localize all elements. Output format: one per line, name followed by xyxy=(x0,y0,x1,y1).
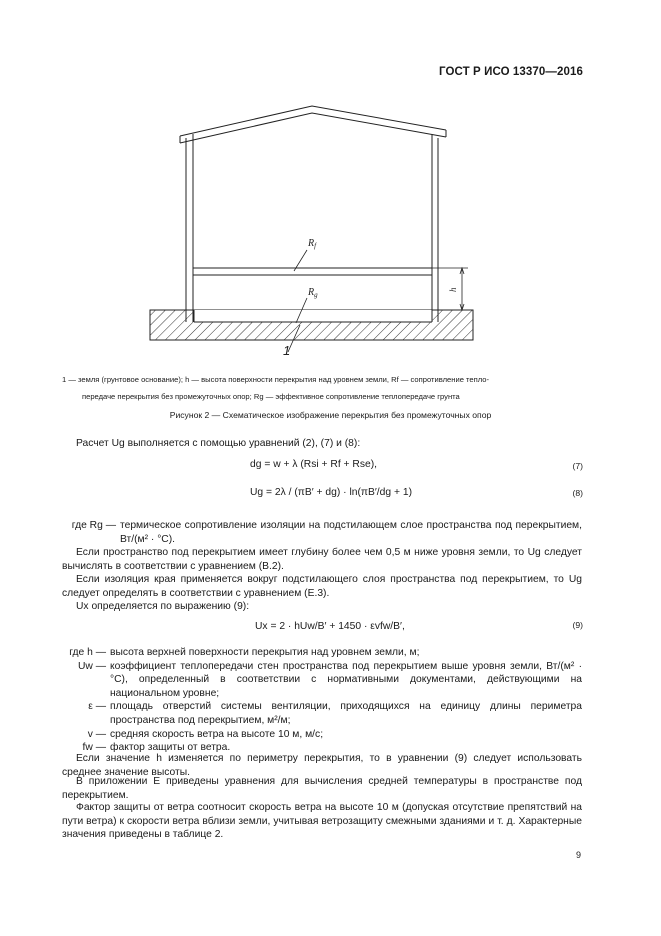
ground-number-label: 1 xyxy=(283,343,291,358)
definition-term: ε — xyxy=(88,701,106,713)
figure-legend xyxy=(62,371,602,405)
definitions-list xyxy=(62,646,582,755)
roof xyxy=(180,106,446,143)
equation-7: dg = w + λ (Rsi + Rf + Rse), xyxy=(250,459,378,470)
definition-term: fw — xyxy=(82,742,106,754)
h-label: h xyxy=(448,287,458,292)
definition-text: фактор защиты от ветра. xyxy=(110,742,231,754)
paragraph-wind-factor: Фактор защиты от ветра соотносит скорость ветра на высоте 10 м (допуская отсутствие препятствий на пути ветра) к скорости ветра вблизи земли, учитывая ветрозащиту смежными зданиями и т. д. Характерные значения приведены в таблице 2. xyxy=(62,802,582,841)
equation-9-number: (9) xyxy=(572,620,583,630)
equation-8: Ug = 2λ / (πB′ + dg) · ln(πB′/dg + 1) xyxy=(250,487,413,498)
suspended-floor xyxy=(193,268,432,275)
definition-text: термическое сопротивление изоляции на подстилающем слое пространства под перекрытием, Вт/(м² · °С). xyxy=(120,520,582,545)
definition-term: где h — xyxy=(69,647,106,658)
document-header: ГОСТ Р ИСО 13370—2016 xyxy=(438,66,583,78)
equation-8-number: (8) xyxy=(572,488,583,498)
left-wall xyxy=(186,134,193,322)
crawl-space-floor xyxy=(194,310,432,322)
definition-term: v — xyxy=(87,728,106,740)
paragraph-h-variation: Если значение h изменяется по периметру перекрытия, то в уравнении (9) следует использовать среднее значение высоты. xyxy=(62,753,582,778)
page-number: 9 xyxy=(575,850,581,860)
definition-term: где Rg — xyxy=(71,520,116,531)
definition-text: средняя скорость ветра на высоте 10 м, м/с; xyxy=(110,728,324,740)
floor-diagram xyxy=(0,0,661,370)
definition-text: высота верхней поверхности перекрытия над уровнем земли, м; xyxy=(110,647,420,658)
equation-7-number: (7) xyxy=(572,461,583,471)
definition-term: Uw — xyxy=(77,660,106,672)
rf-label: $R_f$ xyxy=(308,238,317,250)
equation-9: Ux = 2 · hUw/B′ + 1450 · εvfw/B′, xyxy=(255,621,405,632)
right-wall xyxy=(432,134,438,322)
definition-text: площадь отверстий системы вентиляции, приходящихся на единицу длины периметра пространства под перекрытием, м²/м; xyxy=(110,701,582,726)
paragraph-edge-insulation: Если изоляция края применяется вокруг подстилающего слоя пространства под перекрытием, то Ug следует определять в соответствии с уравнением (Е.3). xyxy=(62,574,582,599)
definition-rg xyxy=(62,519,582,546)
rg-label: $R_g$ xyxy=(308,287,318,299)
paragraph-ux: Ux определяется по выражению (9): xyxy=(76,601,250,612)
legend-line-2: передаче перекрытия без промежуточных опор; Rg — эффективное сопротивление теплопередаче грунта xyxy=(82,392,460,401)
legend-line-1: 1 — земля (грунтовое основание); h — высота поверхности перекрытия над уровнем земли, Rf — сопротивление тепло- xyxy=(62,375,490,384)
intro-paragraph: Расчет Ug выполняется с помощью уравнений (2), (7) и (8): xyxy=(76,438,361,449)
paragraph-annex-e: В приложении Е приведены уравнения для вычисления средней температуры в пространстве под перекрытием. xyxy=(62,776,582,801)
definition-text: коэффициент теплопередачи стен пространства под перекрытием выше уровня земли, Вт/(м² · °С), определенный в соответствии с нормативными документами, действующими на национальном уровне; xyxy=(110,660,582,699)
figure-caption: Рисунок 2 — Схематическое изображение перекрытия без промежуточных опор xyxy=(169,410,492,420)
paragraph-depth: Если пространство под перекрытием имеет глубину более чем 0,5 м ниже уровня земли, то Ug следует вычислять в соответствии с уравнением (В.2). xyxy=(62,547,582,572)
